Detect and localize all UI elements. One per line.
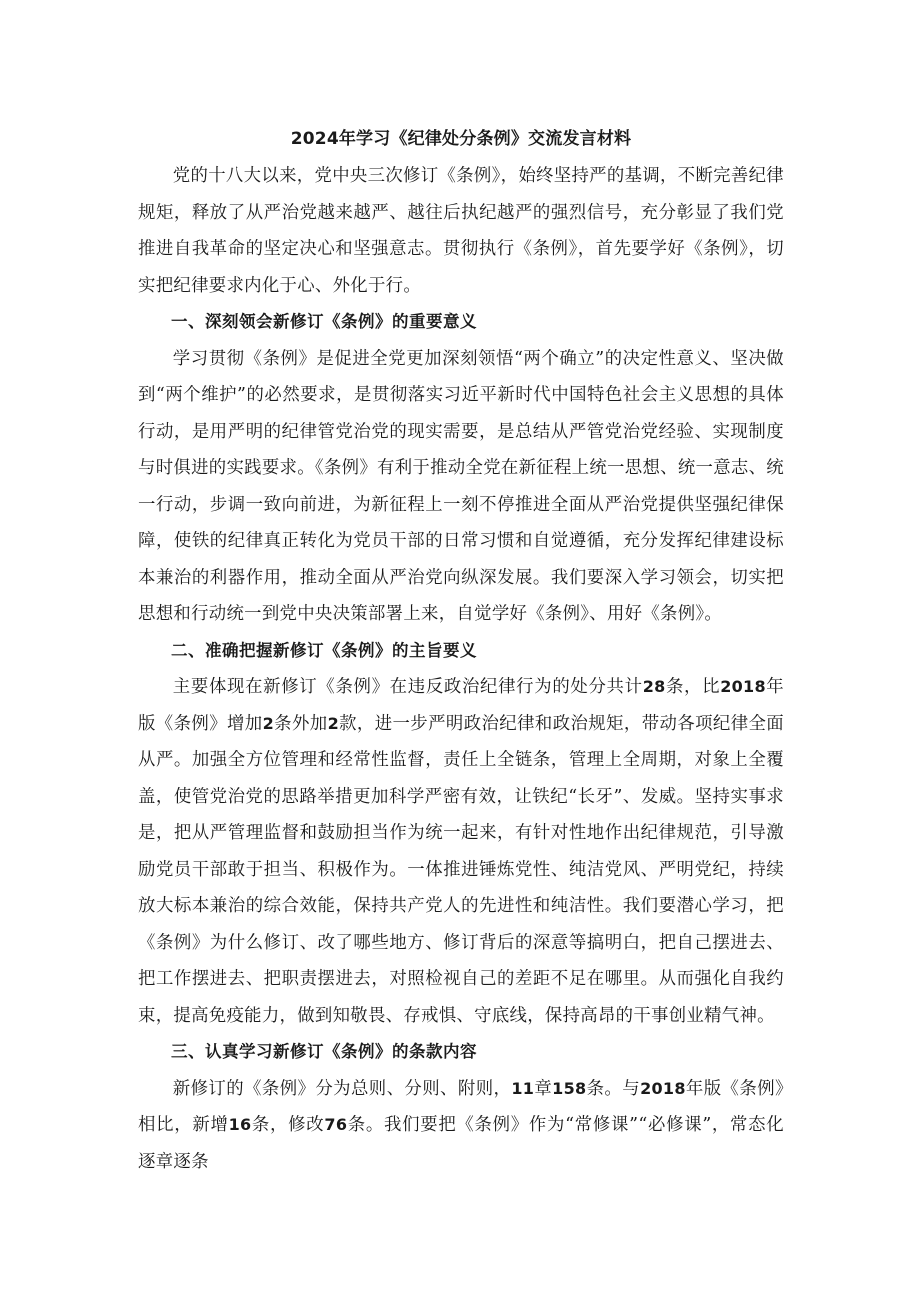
section-2-paragraph xyxy=(138,669,784,1034)
intro-paragraph: 党的十八大以来，党中央三次修订《条例》，始终坚持严的基调，不断完善纪律规矩，释放了从严治党越来越严、越往后执纪越严的强烈信号，充分彰显了我们党推进自我革命的坚定决心和坚强意志。贯彻执行《条例》，首先要学好《条例》，切实把纪律要求内化于心、外化于行。 xyxy=(138,166,784,296)
document-title: 2024年学习《纪律处分条例》交流发言材料 xyxy=(290,129,632,149)
number-value: 76 xyxy=(324,1115,348,1134)
text-run: 条。我们要把《条例》作为“常修课”“必修课”，常态化逐章逐条 xyxy=(138,1115,784,1172)
document-page xyxy=(138,122,784,1180)
text-run: 年版《条例》相比，新增 xyxy=(138,1078,785,1135)
number-value: 2 xyxy=(262,713,275,733)
text-run: 款，进一步严明政治纪律和政治规矩，带动各项纪律全面从严。加强全方位管理和经常性监督，责任上全链条，管理上全周期，对象上全覆盖，使管党治党的思路举措更加科学严密有效，让铁纪“长牙”、发威。坚持实事求是，把从严管理监督和鼓励担当作为统一起来，有针对性地作出纪律规范，引导激励党员干部敢于担当、积极作为。一体推进锤炼党性、纯洁党风、严明党纪，持续放大标本兼治的综合效能，保持共产党人的先进性和纯洁性。我们要潜心学习，把《条例》为什么修订、改了哪些地方、修订背后的深意等搞明白，把自己摆进去、把工作摆进去、把职责摆进去，对照检视自己的差距不足在哪里。从而强化自我约束，提高免疫能力，做到知敬畏、存戒惧、守底线，保持高昂的干事创业精气神。 xyxy=(138,713,784,1026)
text-run: 条，修改 xyxy=(251,1115,325,1135)
section-1-paragraph: 学习贯彻《条例》是促进全党更加深刻领悟“两个确立”的决定性意义、坚决做到“两个维护”的必然要求，是贯彻落实习近平新时代中国特色社会主义思想的具体行动，是用严明的纪律管党治党的现实需要，是总结从严管党治党经验、实现制度与时俱进的实践要求。《条例》有利于推动全党在新征程上统一思想、统一意志、统一行动，步调一致向前进，为新征程上一刻不停推进全面从严治党提供坚强纪律保障，使铁的纪律真正转化为党员干部的日常习惯和自觉遵循，充分发挥纪律建设标本兼治的利器作用，推动全面从严治党向纵深发展。我们要深入学习领会，切实把思想和行动统一到党中央决策部署上来，自觉学好《条例》、用好《条例》。 xyxy=(138,348,784,624)
text-run: 章 xyxy=(534,1078,553,1099)
text-run: 主要体现在新修订《条例》在违反政治纪律行为的处分共计 xyxy=(172,677,643,697)
section-3-paragraph xyxy=(138,1071,784,1181)
number-value: 2 xyxy=(327,713,339,733)
number-value: 11 xyxy=(511,1078,535,1098)
number-value: 2018 xyxy=(720,677,766,696)
text-run: 年版《条例》增加 xyxy=(138,677,784,734)
number-value: 16 xyxy=(228,1115,252,1134)
number-value: 2018 xyxy=(640,1078,686,1098)
text-run: 新修订的《条例》分为总则、分则、附则， xyxy=(172,1078,512,1099)
section-3-heading: 三、认真学习新修订《条例》的条款内容 xyxy=(171,1042,477,1061)
section-1-heading: 一、深刻领会新修订《条例》的重要意义 xyxy=(171,312,477,331)
number-value: 28 xyxy=(642,677,666,696)
text-run: 条，比 xyxy=(665,677,721,697)
text-run: 条。与 xyxy=(586,1078,641,1099)
text-run: 条外加 xyxy=(274,713,328,734)
section-2-heading: 二、准确把握新修订《条例》的主旨要义 xyxy=(171,640,477,660)
number-value: 158 xyxy=(552,1078,587,1098)
